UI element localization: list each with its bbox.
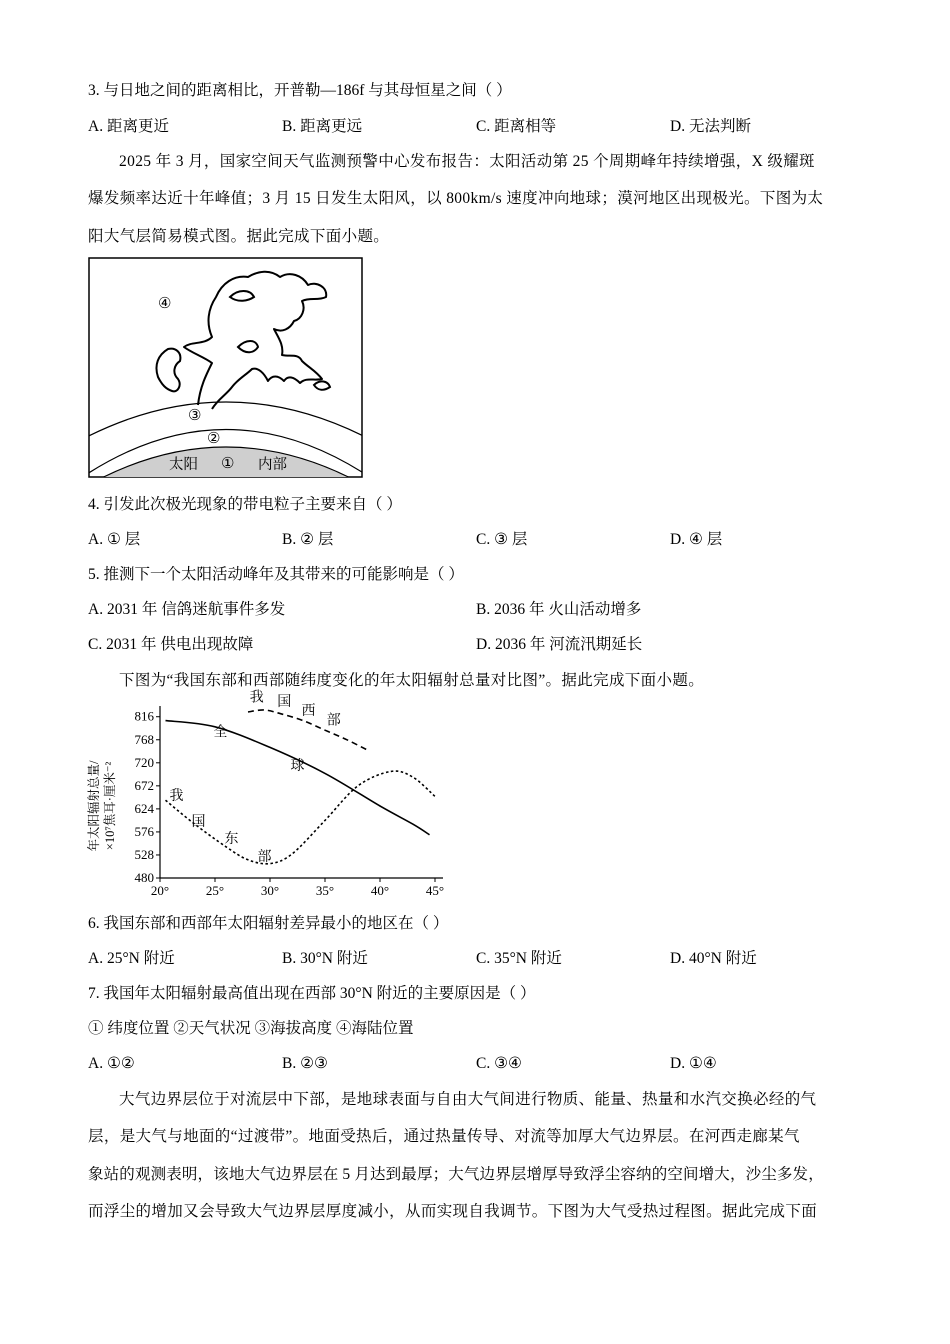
- passage3-line3: 象站的观测表明，该地大气边界层在 5 月达到最厚；大气边界层增厚导致浮尘容纳的空间增大，沙尘多发，: [88, 1166, 824, 1183]
- q4-option-d: D. ④ 层: [670, 531, 723, 548]
- q4-option-c: C. ③ 层: [476, 531, 528, 548]
- chart-ylabel-line1: 年太阳辐射总量/: [87, 760, 101, 852]
- label-sun: 太阳: [169, 457, 198, 473]
- solar-radiation-chart: [80, 690, 452, 900]
- passage3-line1: 大气边界层位于对流层中下部，是地球表面与自由大气间进行物质、能量、热量和水汽交换必经的气: [119, 1091, 817, 1108]
- series-label-char: 国: [191, 815, 206, 831]
- q3-option-a: A. 距离更近: [88, 118, 169, 135]
- chart-y-tick-label: 576: [134, 823, 154, 839]
- series-label-char: 国: [277, 695, 292, 711]
- q5-option-d: D. 2036 年 河流汛期延长: [476, 636, 643, 653]
- series-label-char: 我: [169, 789, 184, 805]
- passage3-line2: 层，是大气与地面的“过渡带”。地面受热后，通过热量传导、对流等加厚大气边界层。在河西走廊某气: [88, 1128, 800, 1145]
- chart-y-tick-label: 528: [134, 846, 154, 862]
- chart-x-tick-label: 35°: [315, 883, 335, 898]
- q7-option-c: C. ③④: [476, 1055, 522, 1072]
- q5-option-a: A. 2031 年 信鸽迷航事件多发: [88, 601, 286, 618]
- chart-x-tick-label: 40°: [370, 883, 390, 898]
- q3-option-b: B. 距离更远: [282, 118, 363, 135]
- label-layer-2: ②: [207, 431, 221, 447]
- series-label-char: 部: [326, 713, 341, 729]
- q4-stem: 4. 引发此次极光现象的带电粒子主要来自（ ）: [88, 496, 402, 513]
- q3-stem: 3. 与日地之间的距离相比，开普勒—186f 与其母恒星之间（ ）: [88, 82, 512, 99]
- q6-option-d: D. 40°N 附近: [670, 950, 757, 967]
- label-layer-4: ④: [158, 296, 172, 312]
- chart-y-tick-label: 480: [134, 870, 154, 885]
- passage1-line1: 2025 年 3 月，国家空间天气监测预警中心发布报告：太阳活动第 25 个周期峰年持续增强，X 级耀斑: [119, 153, 815, 170]
- chart-y-tick-label: 720: [134, 754, 154, 770]
- passage1-line2: 爆发频率达近十年峰值；3 月 15 日发生太阳风，以 800km/s 速度冲向地球；漠河地区出现极光。下图为太: [88, 190, 824, 207]
- chart-x-tick-label: 45°: [425, 883, 445, 898]
- q3-option-d: D. 无法判断: [670, 118, 751, 135]
- q7-option-b: B. ②③: [282, 1055, 328, 1072]
- q7-option-a: A. ①②: [88, 1055, 135, 1072]
- series-label-char: 全: [213, 725, 228, 741]
- chart-x-tick-label: 20°: [150, 883, 170, 898]
- label-layer-3: ③: [188, 408, 202, 424]
- chart-x-tick-label: 25°: [205, 883, 225, 898]
- q6-option-c: C. 35°N 附近: [476, 950, 562, 967]
- q6-option-b: B. 30°N 附近: [282, 950, 368, 967]
- chart-y-tick-label: 816: [134, 708, 154, 724]
- series-line-east: [166, 771, 436, 864]
- q7-choices: ① 纬度位置 ②天气状况 ③海拔高度 ④海陆位置: [88, 1020, 414, 1037]
- sun-atmosphere-diagram: [88, 257, 364, 479]
- series-label-char: 球: [290, 759, 305, 774]
- q4-option-b: B. ② 层: [282, 531, 334, 548]
- chart-y-tick-label: 624: [134, 800, 154, 816]
- q7-stem: 7. 我国年太阳辐射最高值出现在西部 30°N 附近的主要原因是（ ）: [88, 985, 536, 1002]
- label-layer-1: ①: [221, 456, 235, 472]
- label-interior: 内部: [258, 457, 287, 473]
- series-label-char: 我: [249, 690, 264, 706]
- passage2-line1: 下图为“我国东部和西部随纬度变化的年太阳辐射总量对比图”。据此完成下面小题。: [119, 672, 705, 689]
- chart-ylabel-line2: ×10⁷焦耳·厘米⁻²: [103, 761, 117, 851]
- series-label-char: 西: [301, 703, 316, 719]
- passage1-line3: 阳大气层简易模式图。据此完成下面小题。: [88, 228, 390, 245]
- series-label-char: 东: [224, 831, 239, 847]
- q5-stem: 5. 推测下一个太阳活动峰年及其带来的可能影响是（ ）: [88, 566, 464, 583]
- q3-option-c: C. 距离相等: [476, 118, 557, 135]
- chart-y-tick-label: 672: [134, 777, 154, 793]
- q7-option-d: D. ①④: [670, 1055, 717, 1072]
- q6-stem: 6. 我国东部和西部年太阳辐射差异最小的地区在（ ）: [88, 915, 449, 932]
- chart-y-tick-label: 768: [134, 731, 154, 747]
- q6-option-a: A. 25°N 附近: [88, 950, 175, 967]
- q4-option-a: A. ① 层: [88, 531, 141, 548]
- q5-option-c: C. 2031 年 供电出现故障: [88, 636, 254, 653]
- q5-option-b: B. 2036 年 火山活动增多: [476, 601, 642, 618]
- chart-x-tick-label: 30°: [260, 883, 280, 898]
- passage3-line4: 而浮尘的增加又会导致大气边界层厚度减小，从而实现自我调节。下图为大气受热过程图。据此完成下面: [88, 1203, 818, 1220]
- series-label-char: 部: [257, 850, 272, 866]
